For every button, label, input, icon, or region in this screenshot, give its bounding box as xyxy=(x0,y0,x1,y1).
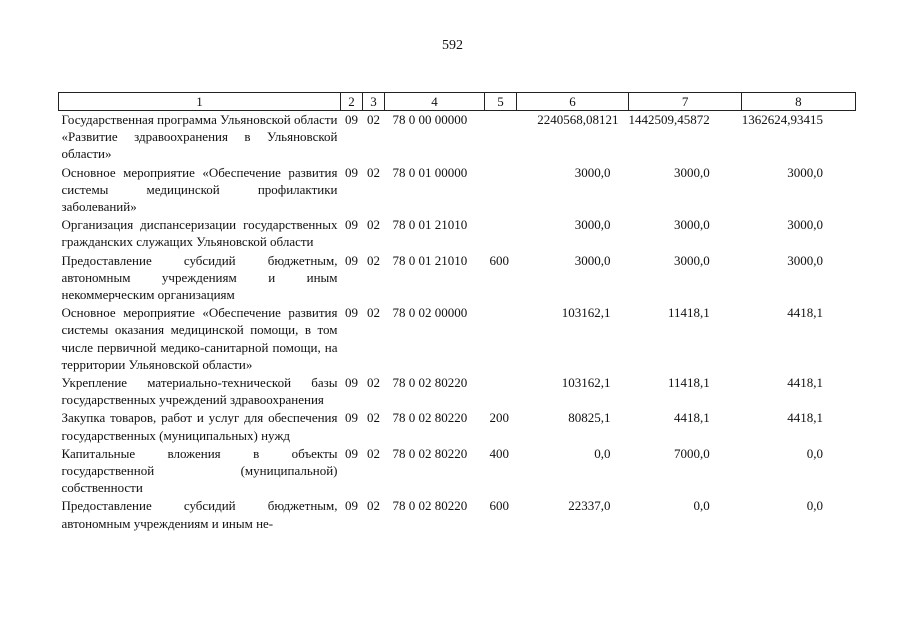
row-subsection: 02 xyxy=(367,217,380,233)
row-expense-type xyxy=(485,111,517,164)
row-amount-col8: 4418,1 xyxy=(787,410,823,426)
row-amount-col8: 0,0 xyxy=(806,445,823,461)
row-name: Государственная программа Ульяновской области «Развитие здравоохранения в Ульяновской области» xyxy=(61,112,338,162)
row-subsection: 02 xyxy=(367,305,380,321)
budget-table xyxy=(58,92,856,533)
row-amount-col7: 11418,1 xyxy=(667,375,710,391)
row-amount-col8: 0,0 xyxy=(806,498,823,514)
row-section: 09 xyxy=(345,164,358,180)
row-subsection: 02 xyxy=(367,252,380,268)
row-amount-col7: 4418,1 xyxy=(674,410,710,426)
row-amount-col7: 0,0 xyxy=(693,498,710,514)
row-target-article: 78 0 01 21010 xyxy=(392,252,468,268)
row-amount-col8: 3000,0 xyxy=(787,252,823,268)
row-amount-col6: 2240568,08121 xyxy=(537,112,619,127)
row-amount-col7: 7000,0 xyxy=(674,445,710,461)
table-row xyxy=(59,111,856,164)
page-number: 592 xyxy=(442,38,463,53)
row-amount-col8: 4418,1 xyxy=(787,305,823,321)
table-row xyxy=(59,497,856,532)
row-expense-type xyxy=(485,164,517,217)
row-target-article: 78 0 02 80220 xyxy=(392,445,468,461)
row-target-article: 78 0 02 80220 xyxy=(392,375,468,391)
row-amount-col6: 103162,1 xyxy=(561,305,611,321)
column-header: 7 xyxy=(629,93,742,111)
row-amount-col7: 3000,0 xyxy=(674,164,710,180)
table-header-row xyxy=(59,93,856,111)
column-header: 3 xyxy=(363,93,385,111)
row-section: 09 xyxy=(345,410,358,426)
column-header: 6 xyxy=(517,93,629,111)
row-name: Предоставление субсидий бюджетным, автономным учреждениям и иным некоммерческим организациям xyxy=(61,252,338,303)
table-row xyxy=(59,304,856,374)
row-amount-col8: 3000,0 xyxy=(787,217,823,233)
row-section: 09 xyxy=(345,252,358,268)
row-target-article: 78 0 01 21010 xyxy=(392,217,468,233)
row-expense-type xyxy=(485,374,517,409)
row-name: Предоставление субсидий бюджетным, автономным учреждениям и иным не- xyxy=(61,498,338,531)
row-amount-col6: 3000,0 xyxy=(574,217,611,233)
row-amount-col6: 3000,0 xyxy=(574,164,611,180)
row-name: Капитальные вложения в объекты государственной (муниципальной) собственности xyxy=(61,445,338,496)
row-amount-col8: 1362624,93415 xyxy=(741,112,823,127)
row-amount-col8: 4418,1 xyxy=(787,375,823,391)
row-amount-col8: 3000,0 xyxy=(787,164,823,180)
row-section: 09 xyxy=(345,498,358,514)
row-name: Укрепление материально-технической базы государственных учреждений здравоохранения xyxy=(61,375,338,408)
row-amount-col6: 80825,1 xyxy=(568,410,611,426)
row-target-article: 78 0 02 80220 xyxy=(392,410,468,426)
column-header: 2 xyxy=(341,93,363,111)
row-amount-col7: 3000,0 xyxy=(674,217,710,233)
row-amount-col6: 103162,1 xyxy=(561,375,611,391)
table-row xyxy=(59,252,856,305)
row-expense-type: 200 xyxy=(489,410,509,426)
row-target-article: 78 0 01 00000 xyxy=(392,164,468,180)
row-target-article: 78 0 02 80220 xyxy=(392,498,468,514)
row-subsection: 02 xyxy=(367,445,380,461)
row-amount-col7: 1442509,45872 xyxy=(628,112,710,127)
row-section: 09 xyxy=(345,445,358,461)
table-row xyxy=(59,445,856,498)
row-expense-type xyxy=(485,304,517,374)
row-amount-col6: 0,0 xyxy=(594,445,611,461)
row-subsection: 02 xyxy=(367,410,380,426)
row-expense-type xyxy=(485,216,517,251)
row-target-article: 78 0 02 00000 xyxy=(392,305,468,321)
table-row xyxy=(59,216,856,251)
row-amount-col6: 3000,0 xyxy=(574,252,611,268)
row-name: Основное мероприятие «Обеспечение развития системы медицинской профилактики заболеваний» xyxy=(61,164,338,215)
row-section: 09 xyxy=(345,112,358,127)
row-amount-col7: 3000,0 xyxy=(674,252,710,268)
row-subsection: 02 xyxy=(367,498,380,514)
row-name: Закупка товаров, работ и услуг для обеспечения государственных (муниципальных) нужд xyxy=(61,410,338,443)
row-amount-col7: 11418,1 xyxy=(667,305,710,321)
row-target-article: 78 0 00 00000 xyxy=(392,112,468,127)
column-header: 4 xyxy=(385,93,485,111)
row-name: Организация диспансеризации государственных гражданских служащих Ульяновской области xyxy=(61,217,338,250)
table-row xyxy=(59,164,856,217)
column-header: 5 xyxy=(485,93,517,111)
row-amount-col6: 22337,0 xyxy=(568,498,611,514)
column-header: 1 xyxy=(59,93,341,111)
row-section: 09 xyxy=(345,375,358,391)
column-header: 8 xyxy=(742,93,855,111)
row-section: 09 xyxy=(345,217,358,233)
table-row xyxy=(59,374,856,409)
row-section: 09 xyxy=(345,305,358,321)
row-expense-type: 600 xyxy=(489,252,509,268)
table-row xyxy=(59,409,856,444)
row-subsection: 02 xyxy=(367,164,380,180)
row-expense-type: 600 xyxy=(489,498,509,514)
row-expense-type: 400 xyxy=(489,445,509,461)
row-subsection: 02 xyxy=(367,112,380,127)
row-name: Основное мероприятие «Обеспечение развития системы оказания медицинской помощи, в том числе первичной медико-санитарной помощи, на территории Ульяновской области» xyxy=(61,305,338,372)
row-subsection: 02 xyxy=(367,375,380,391)
